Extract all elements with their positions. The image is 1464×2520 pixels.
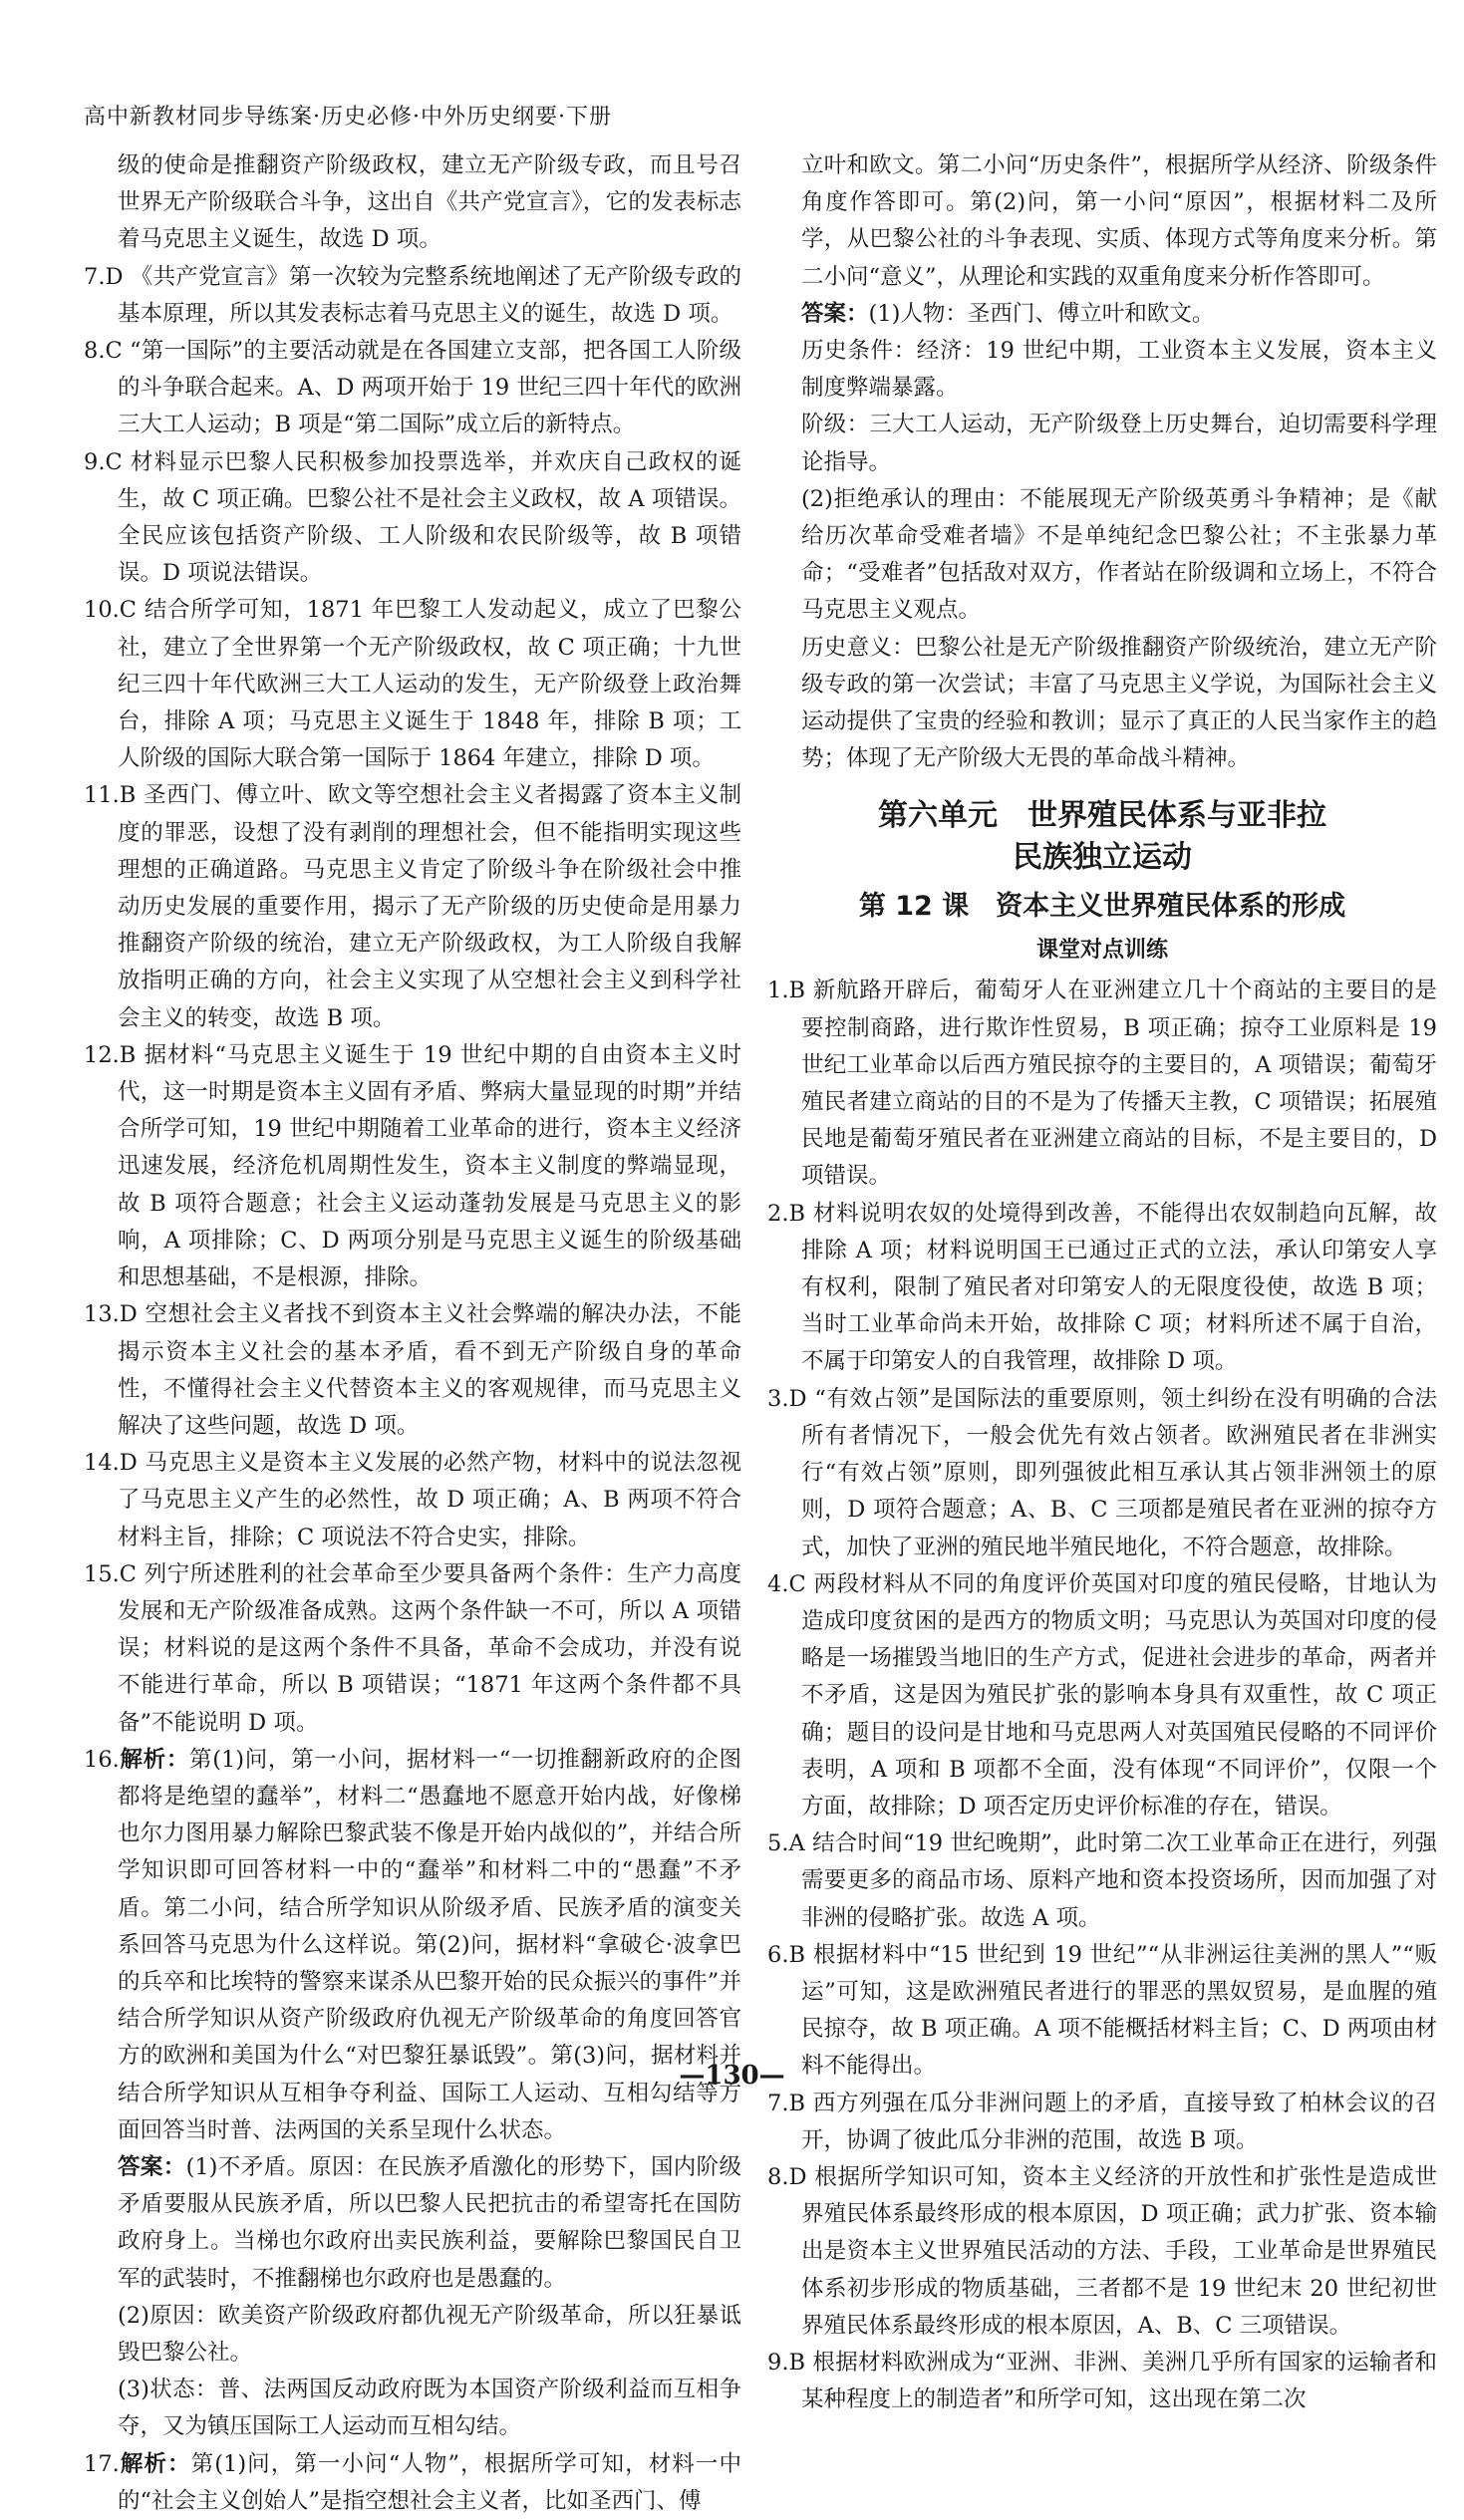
- answer-item: 11.B 圣西门、傅立叶、欧文等空想社会主义者揭露了资本主义制度的罪恶，设想了没有剥削的理想社会，但不能指明实现这些理想的正确道路。马克思主义肯定了阶级斗争在阶级社会中推动历史发展的重要作用，揭示了无产阶级的历史使命是用暴力推翻资产阶级的统治，建立无产阶级政权，为工人阶级自我解放指明正确的方向，社会主义实现了从空想社会主义到科学社会主义的转变，故选 B 项。: [84, 782, 741, 1031]
- lesson-answers: [767, 973, 1437, 2418]
- answer-item: 7.B 西方列强在瓜分非洲问题上的矛盾，直接导致了柏林会议的召开，协调了彼此瓜分非洲的范围，故选 B 项。: [767, 2090, 1437, 2153]
- answer-item: 12.B 据材料“马克思主义诞生于 19 世纪中期的自由资本主义时代，这一时期是资本主义固有矛盾、弊病大量显现的时期”并结合所学可知，19 世纪中期随着工业革命的进行，资本主义经济迅速发展，经济危机周期性发生，资本主义制度的弊端显现，故 B 项符合题意；社会主义运动蓬勃发展是马克思主义的影响，A 项排除；C、D 两项分别是马克思主义诞生的阶级基础和思想基础，不是根源，排除。: [84, 1041, 741, 1291]
- answer-paragraph: 阶级：三大工人运动，无产阶级登上历史舞台，迫切需要科学理论指导。: [801, 412, 1437, 475]
- answer-item: 15.C 列宁所述胜利的社会革命至少要具备两个条件：生产力高度发展和无产阶级准备成熟。这两个条件缺一不可，所以 A 项错误；材料说的是这两个条件不具备，革命不会成功，并没有说不能进行革命，所以 B 项错误；“1871 年这两个条件都不具备”不能说明 D 项。: [84, 1560, 741, 1736]
- answer-item: 10.C 结合所学可知，1871 年巴黎工人发动起义，成立了巴黎公社，建立了全世界第一个无产阶级政权，故 C 项正确；十九世纪三四十年代欧洲三大工人运动的发生，无产阶级登上政治舞台，排除 A 项；马克思主义诞生于 1848 年，排除 B 项；工人阶级的国际大联合第一国际于 1864 年建立，排除 D 项。: [84, 597, 741, 772]
- unit-title: [767, 795, 1437, 879]
- unit-title-line1: 第六单元 世界殖民体系与亚非拉: [878, 798, 1326, 834]
- answer-item: 3.D “有效占领”是国际法的重要原则，领土纠纷在没有明确的合法所有者情况下，一般会优先有效占领者。欧洲殖民者在非洲实行“有效占领”原则，即列强彼此相互承认其占领非洲领土的原则，D 项符合题意；A、B、C 三项都是殖民者在亚洲的掠夺方式，加快了亚洲的殖民地半殖民地化，不符合题意，故排除。: [767, 1385, 1437, 1560]
- running-head: 高中新教材同步导练案·历史必修·中外历史纲要·下册: [84, 105, 612, 130]
- left-column: [84, 147, 741, 2520]
- answer-item: 8.D 根据所学知识可知，资本主义经济的开放性和扩张性是造成世界殖民体系最终形成的根本原因，D 项正确；武力扩张、资本输出是资本主义世界殖民活动的方法、手段，工业革命是世界殖民体系初步形成的物质基础，三者都不是 19 世纪末 20 世纪初世界殖民体系最终形成的根本原因，A、B、C 三项错误。: [767, 2163, 1437, 2339]
- answer-paragraph: (2)原因：欧美资产阶级政府都仇视无产阶级革命，所以狂暴诋毁巴黎公社。: [118, 2302, 741, 2366]
- answer-item: 1.B 新航路开辟后，葡萄牙人在亚洲建立几十个商站的主要目的是要控制商路，进行欺诈性贸易，B 项正确；掠夺工业原料是 19 世纪工业革命以后西方殖民掠夺的主要目的，A 项错误；葡萄牙殖民者建立商站的目的不是为了传播天主教，C 项错误；拓展殖民地是葡萄牙殖民者在亚洲建立商站的目标，不是主要目的，D 项错误。: [767, 978, 1437, 1190]
- page-number: —130—: [679, 2061, 785, 2091]
- answer-item: 16.解析：第(1)问，第一小问，据材料一“一切推翻新政府的企图都将是绝望的蠢举”，材料二“愚蠢地不愿意开始内战，好像梯也尔力图用暴力解除巴黎武装不像是开始内战似的”，并结合所学知识即可回答材料一中的“蠢举”和材料二中的“愚蠢”不矛盾。第二小问，结合所学知识从阶级矛盾、民族矛盾的演变关系回答马克思为什么这样说。第(2)问，据材料“拿破仑·波拿巴的兵卒和比埃特的警察来谋杀从巴黎开始的民众振兴的事件”并结合所学知识从资产阶级政府仇视无产阶级革命的角度回答官方的欧洲和美国为什么“对巴黎狂暴诋毁”。第(3)问，据材料并结合所学知识从互相争夺利益、国际工人运动、互相勾结等方面回答当时普、法两国的关系呈现什么状态。: [84, 1746, 741, 2143]
- answer-item: 8.C “第一国际”的主要活动就是在各国建立支部，把各国工人阶级的斗争联合起来。A、D 两项开始于 19 世纪三四十年代的欧洲三大工人运动；B 项是“第二国际”成立后的新特点。: [84, 338, 741, 438]
- answer-paragraph: 历史意义：巴黎公社是无产阶级推翻资产阶级统治，建立无产阶级专政的第一次尝试；丰富了马克思主义学说，为国际社会主义运动提供了宝贵的经验和教训；显示了真正的人民当家作主的趋势；体现了无产阶级大无畏的革命战斗精神。: [801, 634, 1437, 772]
- answer-paragraph: 立叶和欧文。第二小问“历史条件”，根据所学从经济、阶级条件角度作答即可。第(2)问，第一小问“原因”，根据材料二及所学，从巴黎公社的斗争表现、实质、体现方式等角度来分析。第二小问“意义”，从理论和实践的双重角度来分析作答即可。: [801, 152, 1437, 290]
- answer-paragraph: (3)状态：普、法两国反动政府既为本国资产阶级利益而互相争夺，又为镇压国际工人运动而互相勾结。: [118, 2377, 741, 2440]
- answer-item: 6.B 根据材料中“15 世纪到 19 世纪”“从非洲运往美洲的黑人”“贩运”可知，这是欧洲殖民者进行的罪恶的黑奴贸易，是血腥的殖民掠夺，故 B 项正确。A 项不能概括材料主旨；C、D 两项由材料不能得出。: [767, 1941, 1437, 2080]
- answer-paragraph: (2)拒绝承认的理由：不能展现无产阶级英勇斗争精神；是《献给历次革命受难者墙》不是单纯纪念巴黎公社；不主张暴力革命；“受难者”包括敌对双方，作者站在阶级调和立场上，不符合马克思主义观点。: [801, 485, 1437, 624]
- answer-item: 14.D 马克思主义是资本主义发展的必然产物，材料中的说法忽视了马克思主义产生的必然性，故 D 项正确；A、B 两项不符合材料主旨，排除；C 项说法不符合史实，排除。: [84, 1450, 741, 1550]
- answer-item: 17.解析：第(1)问，第一小问“人物”，根据所学可知，材料一中的“社会主义创始人”是指空想社会主义者，比如圣西门、傅: [84, 2450, 741, 2514]
- answer-item: 13.D 空想社会主义者找不到资本主义社会弊端的解决办法，不能揭示资本主义社会的基本矛盾，看不到无产阶级自身的革命性，不懂得社会主义代替资本主义的客观规律，而马克思主义解决了这些问题，故选 D 项。: [84, 1301, 741, 1439]
- answer-paragraph: 答案：(1)不矛盾。原因：在民族矛盾激化的形势下，国内阶级矛盾要服从民族矛盾，所以巴黎人民把抗击的希望寄托在国防政府身上。当梯也尔政府出卖民族利益，要解除巴黎国民自卫军的武装时，不推翻梯也尔政府也是愚蠢的。: [118, 2153, 741, 2292]
- answer-item: 9.B 根据材料欧洲成为“亚洲、非洲、美洲几乎所有国家的运输者和某种程度上的制造者”和所学可知，这出现在第二次: [767, 2349, 1437, 2413]
- answer-item: 7.D 《共产党宣言》第一次较为完整系统地阐述了无产阶级专政的基本原理，所以其发表标志着马克思主义的诞生，故选 D 项。: [84, 263, 741, 327]
- answer-paragraph: 历史条件：经济：19 世纪中期，工业资本主义发展，资本主义制度弊端暴露。: [801, 338, 1437, 402]
- answer-paragraph: 级的使命是推翻资产阶级政权，建立无产阶级专政，而且号召世界无产阶级联合斗争，这出自《共产党宣言》，它的发表标志着马克思主义诞生，故选 D 项。: [118, 152, 741, 253]
- answer-item: 2.B 材料说明农奴的处境得到改善，不能得出农奴制趋向瓦解，故排除 A 项；材料说明国王已通过正式的立法，承认印第安人享有权利，限制了殖民者对印第安人的无限度役使，故选 B 项；当时工业革命尚未开始，故排除 C 项；材料所述不属于自治，不属于印第安人的自我管理，故排除 D 项。: [767, 1200, 1437, 1375]
- answer-paragraph: 答案：(1)人物：圣西门、傅立叶和欧文。: [801, 300, 1215, 327]
- answer-item: 9.C 材料显示巴黎人民积极参加投票选举，并欢庆自己政权的诞生，故 C 项正确。巴黎公社不是社会主义政权，故 A 项错误。全民应该包括资产阶级、工人阶级和农民阶级等，故 B 项错误。D 项说法错误。: [84, 448, 741, 587]
- answer-item: 4.C 两段材料从不同的角度评价英国对印度的殖民侵略，甘地认为造成印度贫困的是西方的物质文明；马克思认为英国对印度的侵略是一场摧毁当地旧的生产方式，促进社会进步的革命，两者并不矛盾，这是因为殖民扩张的影响本身具有双重性，故 C 项正确；题目的设问是甘地和马克思两人对英国殖民侵略的不同评价表明，A 项和 B 项都不全面，没有体现“不同评价”，仅限一个方面，故排除；D 项否定历史评价标准的存在，错误。: [767, 1570, 1437, 1820]
- right-column-continuation: [767, 147, 1437, 777]
- answer-item: 5.A 结合时间“19 世纪晚期”，此时第二次工业革命正在进行，列强需要更多的商品市场、原料产地和资本投资场所，因而加强了对非洲的侵略扩张。故选 A 项。: [767, 1830, 1437, 1931]
- lesson-title: 第 12 课 资本主义世界殖民体系的形成: [858, 891, 1346, 923]
- unit-title-line2: 民族独立运动: [1013, 840, 1192, 876]
- section-title: 课堂对点训练: [1035, 938, 1168, 964]
